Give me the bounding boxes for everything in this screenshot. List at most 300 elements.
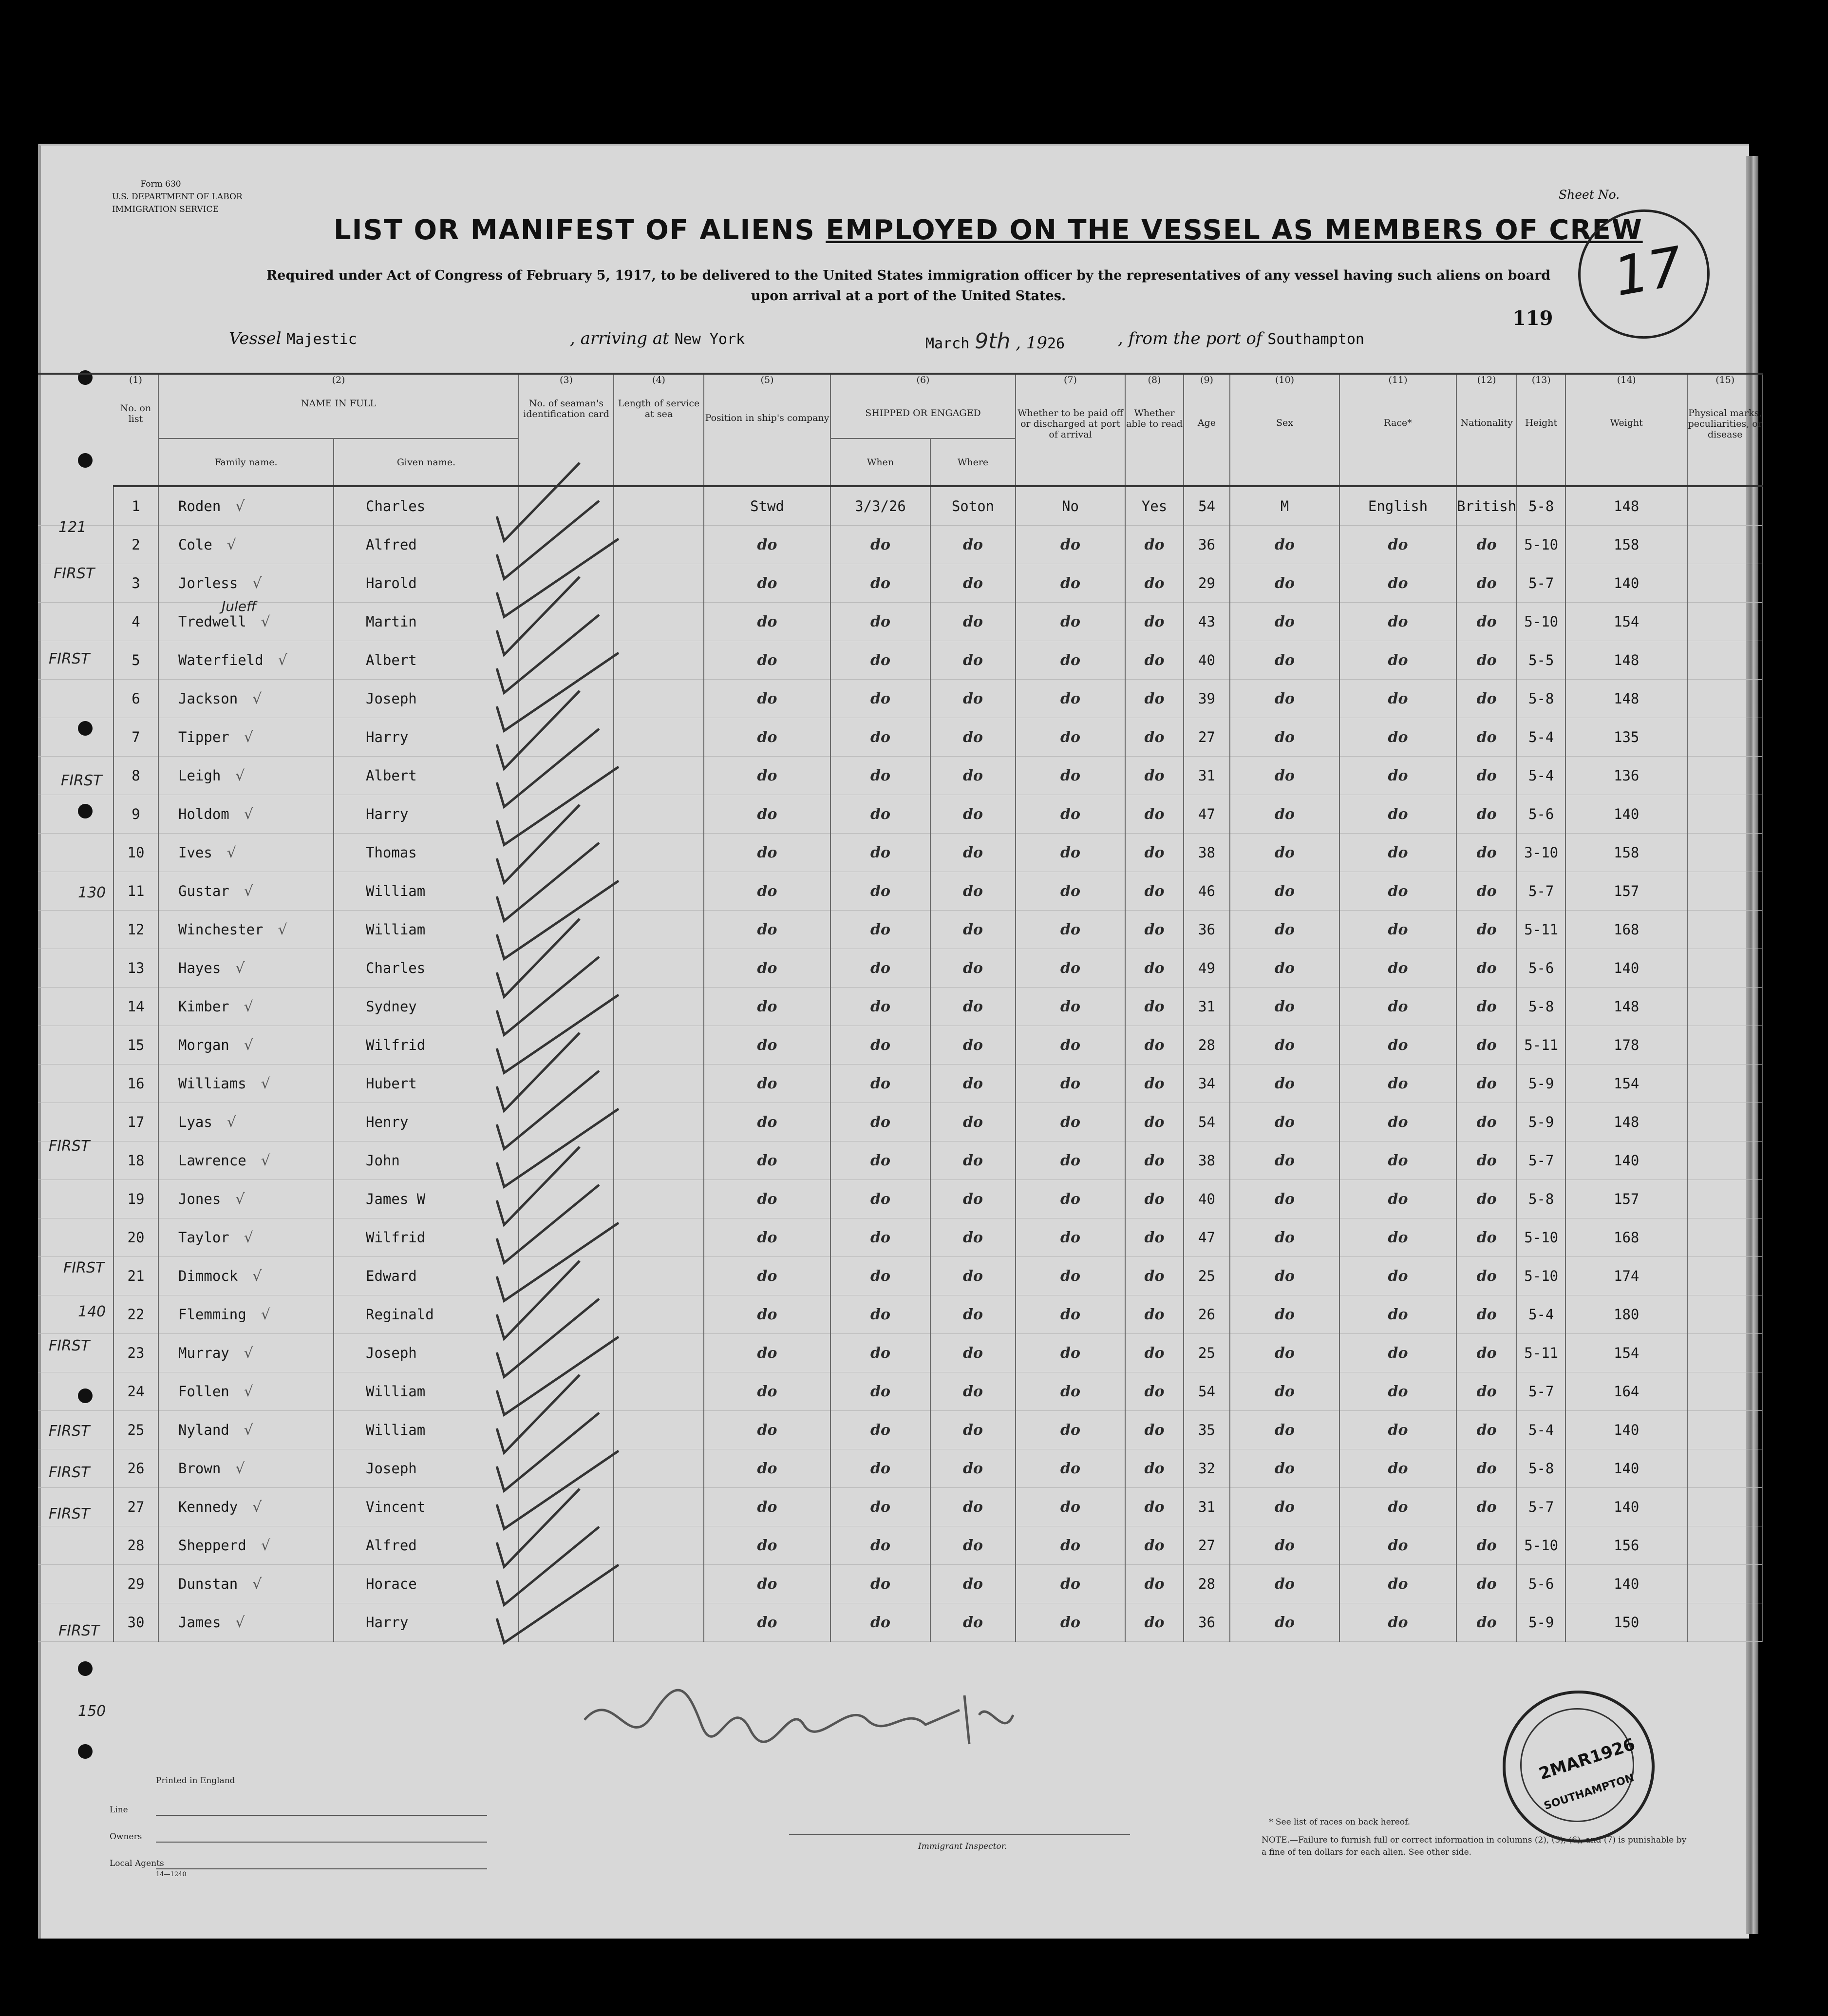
age-cell-value: 36 bbox=[1198, 921, 1215, 938]
nationality-cell bbox=[1456, 834, 1517, 872]
paid-cell-value: do bbox=[1060, 690, 1080, 707]
paid-cell-value: do bbox=[1060, 1152, 1080, 1169]
read-cell bbox=[1125, 911, 1184, 949]
departure-port: Southampton bbox=[1267, 331, 1364, 348]
weight-cell bbox=[1565, 641, 1687, 680]
where-cell bbox=[930, 1565, 1016, 1603]
when-cell-value: do bbox=[870, 1075, 890, 1092]
paid-cell-value: do bbox=[1060, 1575, 1080, 1593]
position-cell bbox=[704, 718, 830, 757]
paid-cell bbox=[1016, 834, 1125, 872]
when-cell bbox=[830, 988, 930, 1026]
weight-cell bbox=[1565, 1449, 1687, 1488]
penalty-note: NOTE.—Failure to furnish full or correct information in columns (2), (5), (6), and (7) is punishable by a fine of ten dollars for each alien. See other side. bbox=[1262, 1835, 1687, 1857]
family-name-value: Williams bbox=[178, 1075, 246, 1092]
paid-cell-value: do bbox=[1060, 1190, 1080, 1208]
paid-cell-value: do bbox=[1060, 1267, 1080, 1285]
nationality-cell bbox=[1456, 1372, 1517, 1411]
nationality-cell-value: do bbox=[1476, 998, 1497, 1015]
first-class-note: FIRST bbox=[58, 1622, 100, 1639]
sex-cell bbox=[1230, 1218, 1339, 1257]
weight-cell-value: 140 bbox=[1614, 1499, 1640, 1515]
nationality-cell bbox=[1456, 1026, 1517, 1065]
list-number-value: 25 bbox=[127, 1422, 145, 1438]
height-cell bbox=[1517, 1295, 1565, 1334]
sex-cell-value: do bbox=[1275, 1267, 1295, 1285]
nationality-cell bbox=[1456, 988, 1517, 1026]
race-cell bbox=[1339, 1334, 1456, 1372]
family-name-value: Lyas bbox=[178, 1113, 212, 1130]
family-name-value: Tipper bbox=[178, 728, 229, 745]
where-cell bbox=[930, 1065, 1016, 1103]
when-cell-value: do bbox=[870, 1152, 890, 1169]
given-name-value: Harry bbox=[366, 806, 409, 822]
when-cell bbox=[830, 1103, 930, 1141]
position-cell bbox=[704, 1526, 830, 1565]
physical-marks-cell bbox=[1687, 911, 1763, 949]
list-number-value: 14 bbox=[127, 998, 145, 1015]
position-cell bbox=[704, 603, 830, 641]
height-cell bbox=[1517, 1065, 1565, 1103]
position-cell-value: do bbox=[757, 1229, 777, 1246]
paid-cell bbox=[1016, 641, 1125, 680]
where-cell-value: do bbox=[963, 1498, 983, 1516]
paid-cell-value: do bbox=[1060, 921, 1080, 938]
age-cell bbox=[1184, 526, 1230, 564]
position-cell bbox=[704, 1026, 830, 1065]
when-cell-value: do bbox=[870, 1036, 890, 1054]
height-cell-value: 5-8 bbox=[1528, 1191, 1554, 1207]
list-number-value: 22 bbox=[127, 1306, 145, 1323]
when-cell bbox=[830, 1180, 930, 1218]
weight-cell-value: 136 bbox=[1614, 767, 1640, 784]
margin-number-140: 140 bbox=[78, 1303, 106, 1320]
check-icon: √ bbox=[235, 767, 245, 784]
list-number bbox=[113, 1026, 158, 1065]
height-cell-value: 5-7 bbox=[1528, 1499, 1554, 1515]
family-name bbox=[158, 1103, 334, 1141]
height-cell-value: 5-11 bbox=[1524, 1037, 1559, 1053]
age-cell-value: 54 bbox=[1198, 1114, 1215, 1130]
where-cell bbox=[930, 1411, 1016, 1449]
height-cell-value: 5-10 bbox=[1524, 613, 1559, 630]
pencil-check bbox=[497, 881, 619, 959]
given-name-value: Edward bbox=[366, 1268, 417, 1284]
when-cell-value: do bbox=[870, 1498, 890, 1516]
weight-cell bbox=[1565, 564, 1687, 603]
height-cell bbox=[1517, 1026, 1565, 1065]
read-cell-value: do bbox=[1144, 1575, 1165, 1593]
weight-cell-value: 148 bbox=[1614, 690, 1640, 707]
list-number bbox=[113, 1141, 158, 1180]
when-cell bbox=[830, 564, 930, 603]
list-number-value: 19 bbox=[127, 1191, 145, 1207]
race-cell bbox=[1339, 757, 1456, 795]
paid-cell bbox=[1016, 1526, 1125, 1565]
physical-marks-cell bbox=[1687, 795, 1763, 834]
pencil-check bbox=[497, 1071, 599, 1149]
height-cell-value: 5-8 bbox=[1528, 498, 1554, 514]
first-class-note: FIRST bbox=[49, 650, 90, 667]
position-cell bbox=[704, 1218, 830, 1257]
read-cell-value: do bbox=[1144, 1190, 1165, 1208]
crew-row bbox=[38, 1257, 1763, 1295]
family-name-value: Brown bbox=[178, 1460, 221, 1477]
when-cell-value: do bbox=[870, 1306, 890, 1323]
read-cell-value: do bbox=[1144, 921, 1165, 938]
crew-row bbox=[38, 1526, 1763, 1565]
where-cell-value: do bbox=[963, 805, 983, 823]
list-number bbox=[113, 1180, 158, 1218]
physical-marks-cell bbox=[1687, 1141, 1763, 1180]
nationality-cell-value: do bbox=[1476, 651, 1497, 669]
height-cell bbox=[1517, 641, 1565, 680]
list-number bbox=[113, 1065, 158, 1103]
sex-cell bbox=[1230, 1141, 1339, 1180]
height-cell bbox=[1517, 1334, 1565, 1372]
race-cell-value: do bbox=[1388, 1460, 1408, 1477]
sex-cell-value: do bbox=[1275, 998, 1295, 1015]
crew-row bbox=[38, 872, 1763, 911]
physical-marks-cell bbox=[1687, 1411, 1763, 1449]
when-cell bbox=[830, 911, 930, 949]
race-cell bbox=[1339, 486, 1456, 526]
where-cell bbox=[930, 911, 1016, 949]
line-label: Line bbox=[110, 1805, 128, 1815]
family-name-value: Follen bbox=[178, 1383, 229, 1400]
weight-cell bbox=[1565, 486, 1687, 526]
paid-cell bbox=[1016, 1141, 1125, 1180]
height-cell-value: 5-8 bbox=[1528, 1460, 1554, 1477]
arrival-month: March bbox=[925, 335, 970, 352]
nationality-cell bbox=[1456, 1411, 1517, 1449]
check-icon: √ bbox=[261, 613, 270, 630]
when-cell bbox=[830, 834, 930, 872]
position-cell bbox=[704, 1065, 830, 1103]
sex-header: Sex bbox=[1230, 398, 1339, 486]
paid-cell bbox=[1016, 526, 1125, 564]
read-cell bbox=[1125, 718, 1184, 757]
given-name-value: William bbox=[366, 883, 426, 899]
margin-cell bbox=[38, 718, 113, 757]
sex-cell bbox=[1230, 1026, 1339, 1065]
when-cell-value: do bbox=[870, 1421, 890, 1439]
family-name bbox=[158, 872, 334, 911]
agents-label: Local Agents bbox=[110, 1859, 164, 1868]
age-cell-value: 43 bbox=[1198, 613, 1215, 630]
sex-cell bbox=[1230, 1180, 1339, 1218]
read-cell-value: do bbox=[1144, 1498, 1165, 1516]
family-name-value: Shepperd bbox=[178, 1537, 246, 1554]
age-cell-value: 40 bbox=[1198, 652, 1215, 668]
height-cell-value: 5-9 bbox=[1528, 1075, 1554, 1092]
race-header: Race* bbox=[1339, 398, 1456, 486]
race-cell-value: do bbox=[1388, 1190, 1408, 1208]
read-cell-value: do bbox=[1144, 1075, 1165, 1092]
age-cell bbox=[1184, 795, 1230, 834]
check-icon: √ bbox=[244, 805, 253, 823]
margin-cell bbox=[38, 680, 113, 718]
length-service-header: Length of service at sea bbox=[614, 398, 704, 486]
race-cell-value: do bbox=[1388, 613, 1408, 630]
crew-row bbox=[38, 1411, 1763, 1449]
read-cell bbox=[1125, 1565, 1184, 1603]
subtitle: Required under Act of Congress of February 5, 1917, to be delivered to the United States immigration officer by the representatives of any vessel having such aliens on board upon arrival at a port of the United States. bbox=[266, 268, 1551, 304]
age-cell bbox=[1184, 1372, 1230, 1411]
age-cell-value: 31 bbox=[1198, 998, 1215, 1015]
sex-cell-value: do bbox=[1275, 728, 1295, 746]
weight-cell-value: 135 bbox=[1614, 729, 1640, 745]
list-number-value: 2 bbox=[132, 536, 140, 553]
physical-marks-cell bbox=[1687, 1488, 1763, 1526]
paid-cell bbox=[1016, 486, 1125, 526]
when-cell bbox=[830, 526, 930, 564]
list-number bbox=[113, 1257, 158, 1295]
race-cell-value: do bbox=[1388, 1267, 1408, 1285]
weight-cell-value: 158 bbox=[1614, 536, 1640, 553]
given-name-value: Alfred bbox=[366, 536, 417, 553]
sex-cell-value: do bbox=[1275, 1498, 1295, 1516]
margin-cell bbox=[38, 1372, 113, 1411]
given-name-value: Harry bbox=[366, 729, 409, 745]
first-class-note: FIRST bbox=[49, 1138, 90, 1155]
list-number-value: 13 bbox=[127, 960, 145, 976]
where-cell bbox=[930, 1334, 1016, 1372]
list-number bbox=[113, 1372, 158, 1411]
crew-row bbox=[38, 641, 1763, 680]
race-cell-value: do bbox=[1388, 805, 1408, 823]
race-cell-value: do bbox=[1388, 728, 1408, 746]
sex-cell-value: do bbox=[1275, 1344, 1295, 1362]
age-cell bbox=[1184, 641, 1230, 680]
margin-cell bbox=[38, 1065, 113, 1103]
punch-hole bbox=[78, 1744, 93, 1759]
age-cell-value: 35 bbox=[1198, 1422, 1215, 1438]
when-cell-value: do bbox=[870, 1614, 890, 1631]
where-cell-value: do bbox=[963, 1306, 983, 1323]
sex-cell bbox=[1230, 1295, 1339, 1334]
weight-cell-value: 140 bbox=[1614, 1460, 1640, 1477]
pencil-check bbox=[497, 1033, 580, 1111]
given-name-value: Alfred bbox=[366, 1537, 417, 1554]
nationality-cell-value: do bbox=[1476, 1344, 1497, 1362]
crew-row bbox=[38, 988, 1763, 1026]
list-number bbox=[113, 603, 158, 641]
given-name-value: William bbox=[366, 1383, 426, 1400]
height-cell-value: 5-6 bbox=[1528, 1576, 1554, 1592]
given-name-value: Reginald bbox=[366, 1306, 434, 1323]
family-name-value: Taylor bbox=[178, 1229, 229, 1246]
family-name-value: Hayes bbox=[178, 959, 221, 976]
sex-cell bbox=[1230, 1565, 1339, 1603]
paid-cell bbox=[1016, 1257, 1125, 1295]
where-cell bbox=[930, 1526, 1016, 1565]
physical-marks-cell bbox=[1687, 1565, 1763, 1603]
nationality-cell-value: do bbox=[1476, 536, 1497, 553]
list-number bbox=[113, 757, 158, 795]
race-cell bbox=[1339, 641, 1456, 680]
height-cell bbox=[1517, 757, 1565, 795]
weight-cell bbox=[1565, 1065, 1687, 1103]
crew-manifest-table bbox=[38, 373, 1763, 1642]
where-cell-value: do bbox=[963, 767, 983, 784]
position-cell-value: do bbox=[757, 1267, 777, 1285]
where-cell bbox=[930, 1449, 1016, 1488]
paid-cell bbox=[1016, 988, 1125, 1026]
read-cell bbox=[1125, 1180, 1184, 1218]
weight-cell bbox=[1565, 872, 1687, 911]
where-cell-value: do bbox=[963, 998, 983, 1015]
weight-cell-value: 140 bbox=[1614, 1576, 1640, 1592]
sex-cell bbox=[1230, 603, 1339, 641]
race-cell bbox=[1339, 680, 1456, 718]
where-cell bbox=[930, 795, 1016, 834]
family-name-value: James bbox=[178, 1614, 221, 1631]
where-cell bbox=[930, 603, 1016, 641]
margin-cell bbox=[38, 795, 113, 834]
nationality-cell-value: do bbox=[1476, 1306, 1497, 1323]
owners-field bbox=[156, 1842, 487, 1843]
physical-marks-cell bbox=[1687, 1603, 1763, 1642]
race-cell-value: do bbox=[1388, 1614, 1408, 1631]
arrival-year: 26 bbox=[1047, 335, 1065, 352]
when-cell-value: do bbox=[870, 1229, 890, 1246]
height-cell bbox=[1517, 1218, 1565, 1257]
where-cell bbox=[930, 1372, 1016, 1411]
check-icon: √ bbox=[244, 1383, 253, 1400]
family-name bbox=[158, 1257, 334, 1295]
nationality-cell bbox=[1456, 680, 1517, 718]
nationality-cell bbox=[1456, 872, 1517, 911]
weight-cell-value: 154 bbox=[1614, 1345, 1640, 1361]
weight-cell-value: 140 bbox=[1614, 806, 1640, 822]
list-number-value: 9 bbox=[132, 806, 140, 822]
age-cell bbox=[1184, 1565, 1230, 1603]
pencil-check bbox=[497, 1147, 580, 1225]
list-number bbox=[113, 1526, 158, 1565]
height-header: Height bbox=[1517, 398, 1565, 486]
form-identifier bbox=[112, 178, 243, 216]
margin-col-head bbox=[38, 438, 113, 486]
race-cell-value: do bbox=[1388, 1306, 1408, 1323]
physical-marks-cell bbox=[1687, 1449, 1763, 1488]
nationality-cell-value: do bbox=[1476, 1190, 1497, 1208]
read-cell bbox=[1125, 872, 1184, 911]
pencil-check bbox=[497, 1489, 580, 1567]
read-cell-value: do bbox=[1144, 1614, 1165, 1631]
sex-cell-value: do bbox=[1275, 651, 1295, 669]
read-cell-value: do bbox=[1144, 690, 1165, 707]
sex-cell bbox=[1230, 1449, 1339, 1488]
read-cell bbox=[1125, 1334, 1184, 1372]
family-name-value: Dunstan bbox=[178, 1575, 238, 1592]
height-cell bbox=[1517, 1103, 1565, 1141]
physical-marks-cell bbox=[1687, 1372, 1763, 1411]
paid-cell-value: do bbox=[1060, 1075, 1080, 1092]
when-cell-value: do bbox=[870, 728, 890, 746]
margin-cell bbox=[38, 1103, 113, 1141]
crew-row bbox=[38, 1295, 1763, 1334]
height-cell-value: 5-7 bbox=[1528, 883, 1554, 899]
weight-cell-value: 180 bbox=[1614, 1306, 1640, 1323]
height-cell bbox=[1517, 1488, 1565, 1526]
race-cell-value: do bbox=[1388, 651, 1408, 669]
sex-cell-value: do bbox=[1275, 805, 1295, 823]
from-label: , from the port of bbox=[1118, 329, 1263, 348]
when-cell-value: do bbox=[870, 998, 890, 1015]
when-cell bbox=[830, 641, 930, 680]
paid-cell-value: do bbox=[1060, 1421, 1080, 1439]
punch-hole bbox=[78, 1661, 93, 1676]
family-name-value: Holdom bbox=[178, 805, 229, 822]
paid-cell bbox=[1016, 1026, 1125, 1065]
crew-row bbox=[38, 1180, 1763, 1218]
read-cell bbox=[1125, 795, 1184, 834]
position-cell bbox=[704, 795, 830, 834]
pencil-checkmarks bbox=[482, 370, 697, 1734]
family-name bbox=[158, 1180, 334, 1218]
physical-marks-cell bbox=[1687, 1334, 1763, 1372]
paid-cell bbox=[1016, 1488, 1125, 1526]
when-cell-value: do bbox=[870, 1267, 890, 1285]
height-cell bbox=[1517, 949, 1565, 988]
when-cell-value: do bbox=[870, 536, 890, 553]
family-name-value: Morgan bbox=[178, 1036, 229, 1053]
weight-cell-value: 140 bbox=[1614, 1422, 1640, 1438]
check-icon: √ bbox=[261, 1075, 270, 1092]
where-cell-value: do bbox=[963, 1344, 983, 1362]
when-cell-value: do bbox=[870, 613, 890, 630]
age-cell bbox=[1184, 757, 1230, 795]
pencil-check bbox=[497, 957, 599, 1035]
weight-cell-value: 156 bbox=[1614, 1537, 1640, 1554]
weight-cell bbox=[1565, 1180, 1687, 1218]
check-icon: √ bbox=[244, 998, 253, 1015]
age-cell-value: 47 bbox=[1198, 1229, 1215, 1246]
given-name-value: Henry bbox=[366, 1114, 409, 1130]
family-name bbox=[158, 834, 334, 872]
where-cell bbox=[930, 872, 1016, 911]
height-cell bbox=[1517, 795, 1565, 834]
race-cell-value: do bbox=[1388, 1575, 1408, 1593]
nationality-cell-value: do bbox=[1476, 1383, 1497, 1400]
nationality-cell-value: do bbox=[1476, 1036, 1497, 1054]
age-cell-value: 47 bbox=[1198, 806, 1215, 822]
height-cell-value: 3-10 bbox=[1524, 844, 1559, 861]
position-cell-value: do bbox=[757, 882, 777, 900]
check-icon: √ bbox=[278, 921, 287, 938]
read-cell-value: do bbox=[1144, 1036, 1165, 1054]
position-cell bbox=[704, 1372, 830, 1411]
read-cell bbox=[1125, 1141, 1184, 1180]
physical-marks-cell bbox=[1687, 988, 1763, 1026]
check-icon: √ bbox=[244, 1421, 253, 1439]
margin-number-150: 150 bbox=[78, 1703, 106, 1720]
paid-cell-value: do bbox=[1060, 728, 1080, 746]
age-cell-value: 26 bbox=[1198, 1306, 1215, 1323]
sex-cell-value: do bbox=[1275, 1036, 1295, 1054]
read-cell bbox=[1125, 949, 1184, 988]
page-number: 119 bbox=[1512, 307, 1553, 330]
pencil-check bbox=[497, 463, 580, 541]
family-name-value: Nyland bbox=[178, 1421, 229, 1438]
race-cell bbox=[1339, 603, 1456, 641]
pencil-check bbox=[497, 1565, 619, 1643]
where-header: Where bbox=[930, 438, 1016, 486]
nationality-cell bbox=[1456, 911, 1517, 949]
family-name bbox=[158, 1526, 334, 1565]
read-cell-value: do bbox=[1144, 574, 1165, 592]
